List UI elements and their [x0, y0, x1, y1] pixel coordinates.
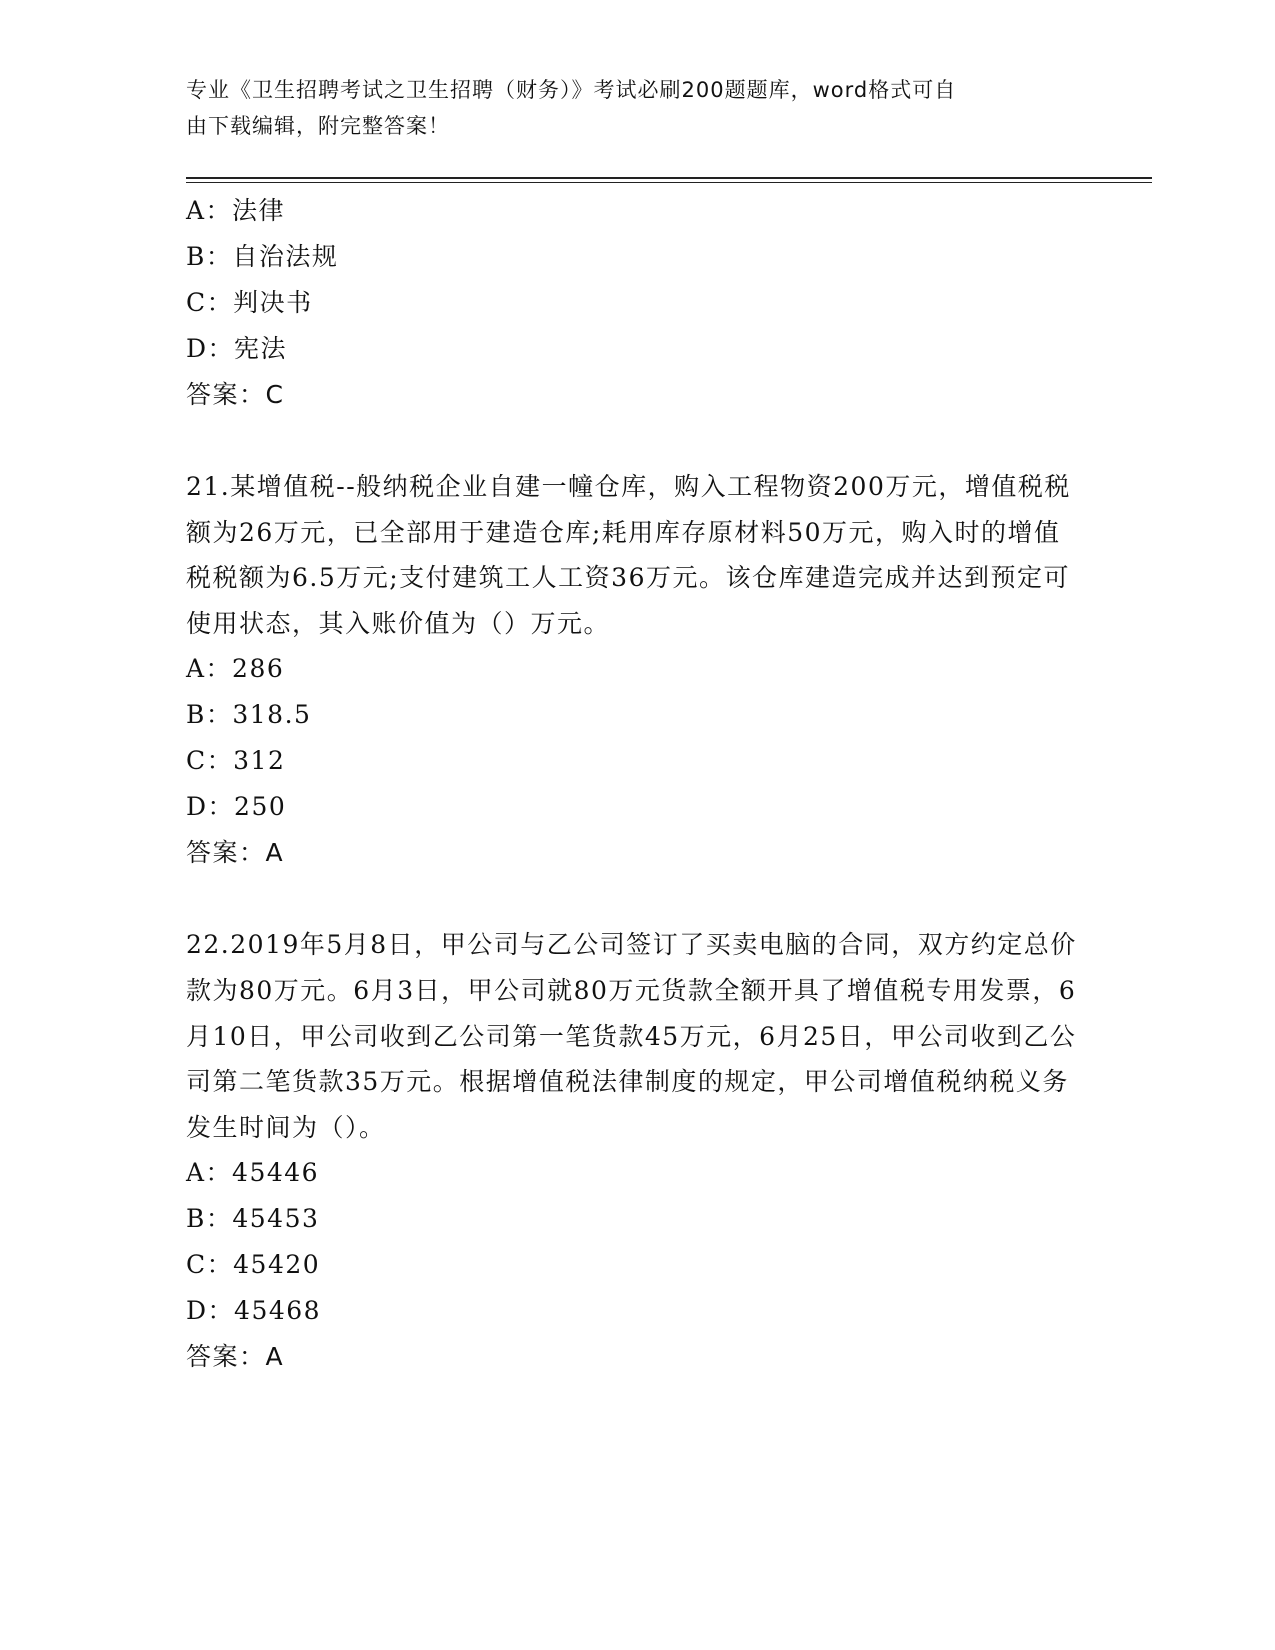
header-line-1: 专业《卫生招聘考试之卫生招聘（财务）》考试必刷200题题库，word格式可自 [186, 78, 957, 102]
q22-option-d: D：45468 [186, 1296, 322, 1326]
question-22 [186, 922, 1086, 1380]
question-20-continued [186, 188, 1086, 418]
q20-option-b: B：自治法规 [186, 242, 339, 271]
q22-option-a: A：45446 [186, 1158, 320, 1188]
q22-answer: 答案：A [186, 1342, 285, 1372]
q22-option-b: B：45453 [186, 1204, 320, 1234]
q21-answer: 答案：A [186, 838, 285, 868]
header-rule-thin [186, 182, 1152, 183]
q20-answer: 答案：C [186, 380, 285, 409]
q20-option-a: A：法律 [186, 196, 286, 225]
q22-stem: 22.2019年5月8日，甲公司与乙公司签订了买卖电脑的合同，双方约定总价款为80万元。6月3日，甲公司就80万元货款全额开具了增值税专用发票，6月10日，甲公司收到乙公司第一笔货款45万元，6月25日，甲公司收到乙公司第二笔货款35万元。根据增值税法律制度的规定，甲公司增值税纳税义务发生时间为（）。 [186, 930, 1077, 1142]
q21-option-c: C：312 [186, 746, 286, 776]
document-header [186, 72, 1066, 144]
q21-stem: 21.某增值税--般纳税企业自建一幢仓库，购入工程物资200万元，增值税税额为26万元，已全部用于建造仓库;耗用库存原材料50万元，购入时的增值税税额为6.5万元;支付建筑工人工资36万元。该仓库建造完成并达到预定可使用状态，其入账价值为（）万元。 [186, 472, 1071, 638]
header-rule-thick [186, 177, 1152, 179]
q21-option-b: B：318.5 [186, 700, 312, 730]
q20-option-c: C：判决书 [186, 288, 313, 317]
q20-option-d: D：宪法 [186, 334, 288, 363]
q21-option-a: A：286 [186, 654, 285, 684]
question-21 [186, 464, 1086, 876]
q22-option-c: C：45420 [186, 1250, 321, 1280]
questions-body [186, 188, 1086, 1380]
q21-option-d: D：250 [186, 792, 287, 822]
header-line-2: 由下载编辑，附完整答案！ [186, 114, 450, 138]
